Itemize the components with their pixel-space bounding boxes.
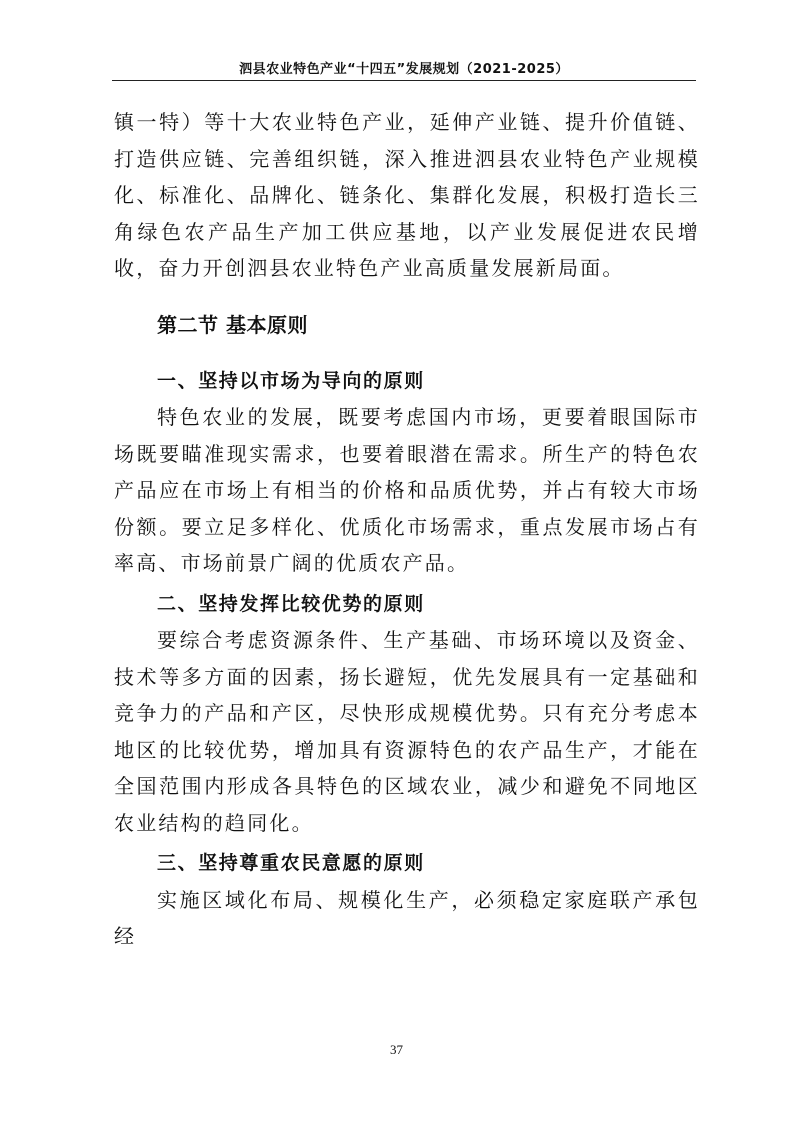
page-body <box>114 104 700 955</box>
principle-heading-3: 三、坚持尊重农民意愿的原则 <box>157 852 425 874</box>
header-divider <box>112 80 696 81</box>
page-number: 37 <box>390 1042 403 1057</box>
principle-paragraph-1: 特色农业的发展，既要考虑国内市场，更要着眼国际市场既要瞄准现实需求，也要着眼潜在需求。所生产的特色农产品应在市场上有相当的价格和品质优势，并占有较大市场份额。要立足多样化、优质化市场需求，重点发展市场占有率高、市场前景广阔的优质农产品。 <box>114 405 700 575</box>
principle-heading-2: 二、坚持发挥比较优势的原则 <box>157 592 425 615</box>
principle-paragraph-3: 实施区域化布局、规模化生产，必须稳定家庭联产承包经 <box>114 887 700 948</box>
running-header: 泗县农业特色产业“十四五”发展规划（2021-2025） <box>239 62 569 77</box>
section-heading: 第二节 基本原则 <box>157 312 308 337</box>
intro-paragraph: 镇一特）等十大农业特色产业，延伸产业链、提升价值链、打造供应链、完善组织链，深入推进泗县农业特色产业规模化、标准化、品牌化、链条化、集群化发展，积极打造长三角绿色农产品生产加工供应基地，以产业发展促进农民增收，奋力开创泗县农业特色产业高质量发展新局面。 <box>114 110 700 280</box>
principle-heading-1: 一、坚持以市场为导向的原则 <box>157 369 425 392</box>
principle-paragraph-2: 要综合考虑资源条件、生产基础、市场环境以及资金、技术等多方面的因素，扬长避短，优先发展具有一定基础和竞争力的产品和产区，尽快形成规模优势。只有充分考虑本地区的比较优势，增加具有资源特色的农产品生产，才能在全国范围内形成各具特色的区域农业，减少和避免不同地区农业结构的趋同化。 <box>114 628 700 835</box>
